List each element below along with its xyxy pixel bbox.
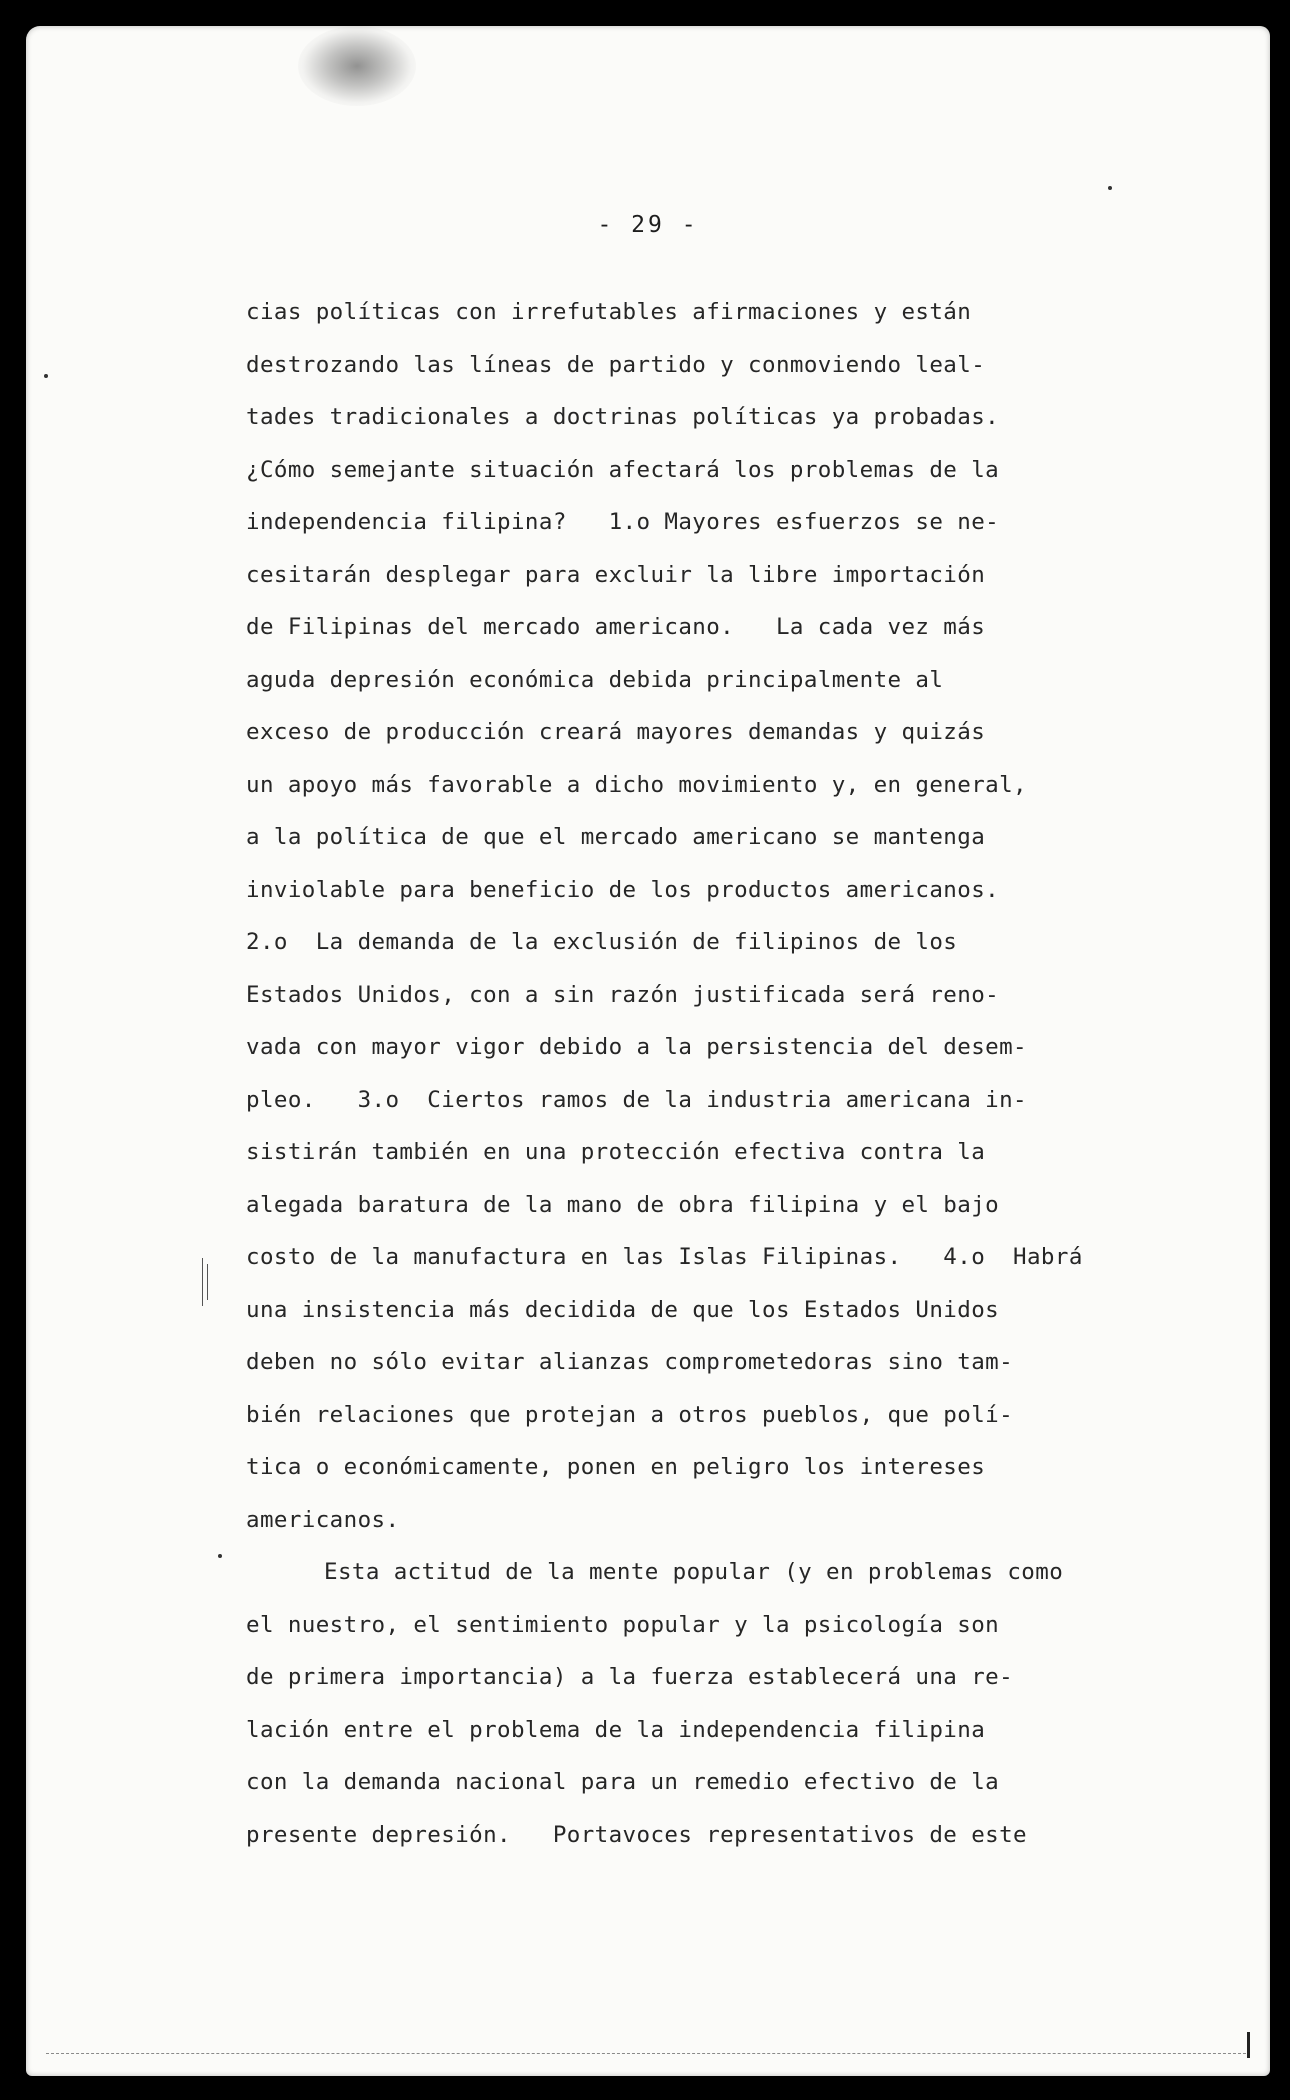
text-line: el nuestro, el sentimiento popular y la psicología son: [246, 1611, 1000, 1638]
text-line: destrozando las líneas de partido y conmoviendo leal-: [246, 351, 986, 378]
text-line: costo de la manufactura en las Islas Filipinas. 4.o Habrá: [246, 1244, 1083, 1270]
document-page: [26, 26, 1270, 2076]
text-line: presente depresión. Portavoces representativos de este: [246, 1821, 1027, 1848]
text-line: de Filipinas del mercado americano. La cada vez más: [246, 614, 986, 640]
page-number: - 29 -: [597, 212, 699, 238]
text-line: aguda depresión económica debida principalmente al: [246, 666, 944, 693]
text-line: una insistencia más decidida de que los Estados Unidos: [246, 1296, 1000, 1323]
text-line: un apoyo más favorable a dicho movimiento y, en general,: [246, 771, 1027, 798]
text-line: 2.o La demanda de la exclusión de filipinos de los: [246, 929, 958, 955]
text-line: bién relaciones que protejan a otros pueblos, que polí-: [246, 1401, 1014, 1428]
text-line: cesitarán desplegar para excluir la libre importación: [246, 561, 986, 588]
typed-text-body: [246, 286, 1166, 1861]
text-line: con la demanda nacional para un remedio efectivo de la: [246, 1769, 1000, 1795]
text-line: a la política de que el mercado americano se mantenga: [246, 824, 986, 850]
ink-smudge: [298, 26, 416, 106]
text-line: alegada baratura de la mano de obra filipina y el bajo: [246, 1191, 1000, 1218]
corner-mark: [1237, 2032, 1250, 2058]
text-line: americanos.: [246, 1506, 400, 1533]
text-line: tades tradicionales a doctrinas políticas ya probadas.: [246, 404, 1000, 430]
margin-dot: [1108, 186, 1112, 190]
text-line: cias políticas con irrefutables afirmaciones y están: [246, 299, 972, 325]
text-line: exceso de producción creará mayores demandas y quizás: [246, 719, 986, 745]
bottom-rule: [46, 2053, 1246, 2054]
text-line: deben no sólo evitar alianzas comprometedoras sino tam-: [246, 1349, 1014, 1375]
margin-dot: [218, 1554, 222, 1558]
text-line-paragraph-start: Esta actitud de la mente popular (y en problemas como: [324, 1559, 1064, 1585]
text-line: inviolable para beneficio de los productos americanos.: [246, 876, 1000, 903]
margin-tick: [202, 1258, 203, 1306]
text-line: independencia filipina? 1.o Mayores esfuerzos se ne-: [246, 509, 1000, 535]
text-line: pleo. 3.o Ciertos ramos de la industria americana in-: [246, 1086, 1027, 1113]
text-line: de primera importancia) a la fuerza establecerá una re-: [246, 1664, 1014, 1690]
text-line: tica o económicamente, ponen en peligro los intereses: [246, 1454, 986, 1480]
margin-dot: [44, 374, 48, 378]
margin-tick: [207, 1264, 208, 1300]
text-line: vada con mayor vigor debido a la persistencia del desem-: [246, 1034, 1027, 1060]
text-line: sistirán también en una protección efectiva contra la: [246, 1139, 986, 1165]
text-line: Estados Unidos, con a sin razón justificada será reno-: [246, 981, 1000, 1008]
text-line: lación entre el problema de la independencia filipina: [246, 1716, 986, 1743]
text-line: ¿Cómo semejante situación afectará los problemas de la: [246, 456, 1000, 483]
